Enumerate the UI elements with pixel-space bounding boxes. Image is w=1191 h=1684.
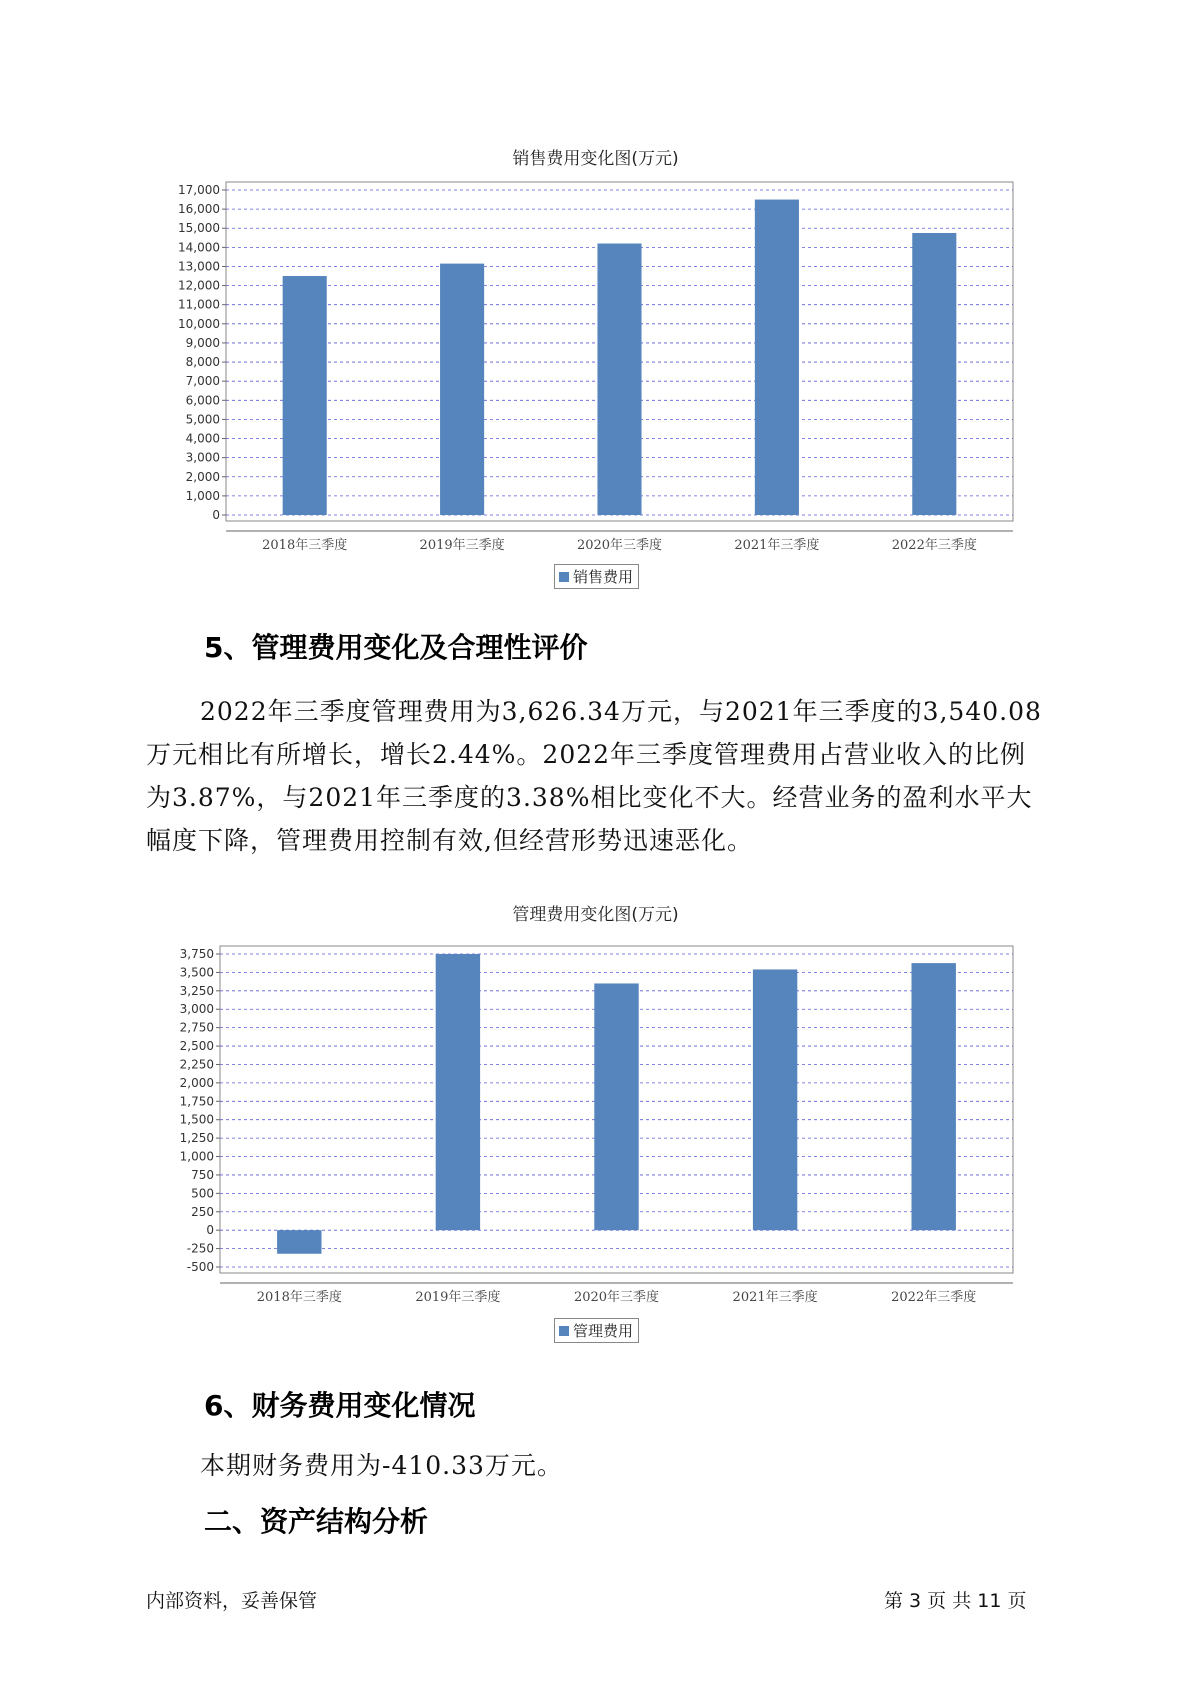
y-tick-label: 2,500	[179, 1039, 214, 1054]
y-tick-label: 15,000	[178, 221, 220, 236]
y-tick-label: 250	[191, 1204, 214, 1219]
sales-chart-title: 销售费用变化图(万元)	[512, 149, 679, 169]
x-tick-label: 2020年三季度	[573, 1290, 660, 1305]
y-tick-label: 13,000	[178, 259, 220, 274]
bar	[755, 200, 799, 515]
x-tick-label: 2021年三季度	[732, 1290, 818, 1305]
footer-page-number: 第 3 页 共 11 页	[884, 1590, 1027, 1612]
y-tick-label: 500	[191, 1186, 214, 1201]
y-tick-label: 10,000	[178, 316, 220, 331]
admin-legend-label: 管理费用	[573, 1322, 634, 1340]
y-tick-label: 0	[206, 1223, 214, 1238]
section5-heading: 5、管理费用变化及合理性评价	[204, 631, 588, 664]
sales-legend-label: 销售费用	[573, 568, 634, 586]
section5-paragraph-text: 2022年三季度管理费用为3,626.34万元，与2021年三季度的3,540.08万元相比有所增长，增长2.44%。2022年三季度管理费用占营业收入的比例为3.87%，与2021年三季度的3.38%相比变化不大。经营业务的盈利水平大幅度下降，管理费用控制有效,但经营形势迅速恶化。	[146, 697, 1042, 855]
y-tick-label: 1,750	[179, 1094, 214, 1109]
x-tick-label: 2022年三季度	[891, 1290, 977, 1305]
x-tick-label: 2019年三季度	[415, 1290, 501, 1305]
bar	[283, 276, 327, 515]
y-tick-label: 17,000	[178, 183, 220, 197]
x-tick-label: 2019年三季度	[419, 538, 505, 553]
y-tick-label: 14,000	[178, 240, 220, 255]
y-tick-label: 2,750	[179, 1020, 214, 1035]
admin-chart-title: 管理费用变化图(万元)	[512, 905, 679, 925]
bar	[753, 969, 797, 1230]
bar	[436, 954, 480, 1230]
x-tick-label: 2020年三季度	[576, 538, 663, 553]
bar	[440, 264, 484, 515]
y-tick-label: 1,250	[179, 1131, 214, 1146]
y-tick-label: 2,000	[179, 1075, 214, 1090]
x-tick-label: 2022年三季度	[891, 538, 977, 553]
section6-paragraph-text: 本期财务费用为-410.33万元。	[200, 1451, 563, 1480]
admin-expense-chart	[0, 925, 1191, 1335]
bar	[277, 1230, 321, 1254]
y-tick-label: 12,000	[178, 278, 220, 293]
y-tick-label: 16,000	[178, 202, 220, 217]
y-tick-label: 7,000	[185, 374, 220, 389]
bar	[594, 983, 638, 1230]
y-tick-label: 3,250	[179, 983, 214, 998]
section6-paragraph	[146, 1444, 1046, 1487]
y-tick-label: 2,000	[185, 469, 220, 484]
section6-heading: 6、财务费用变化情况	[204, 1389, 476, 1422]
bar	[911, 963, 955, 1230]
y-tick-label: 6,000	[185, 393, 220, 408]
y-tick-label: 5,000	[185, 412, 220, 427]
x-tick-label: 2021年三季度	[734, 538, 820, 553]
y-tick-label: 1,000	[185, 488, 220, 503]
sales-expense-chart	[0, 170, 1191, 580]
sales-chart-legend	[554, 564, 639, 589]
y-tick-label: 3,000	[185, 450, 220, 465]
y-tick-label: 3,000	[179, 1002, 214, 1017]
section-two-heading: 二、资产结构分析	[204, 1505, 429, 1538]
y-tick-label: 3,750	[179, 947, 214, 961]
bar	[912, 233, 956, 515]
x-tick-label: 2018年三季度	[256, 1290, 342, 1305]
y-tick-label: 9,000	[185, 335, 220, 350]
y-tick-label: 2,250	[179, 1057, 214, 1072]
admin-chart-legend	[554, 1318, 639, 1343]
y-tick-label: 750	[191, 1167, 214, 1182]
y-tick-label: 3,500	[179, 965, 214, 980]
footer-left: 内部资料，妥善保管	[146, 1590, 318, 1612]
section5-paragraph	[146, 690, 1046, 862]
y-tick-label: -250	[186, 1241, 214, 1256]
y-tick-label: 1,500	[179, 1112, 214, 1127]
y-tick-label: 0	[212, 508, 220, 522]
y-tick-label: 1,000	[179, 1149, 214, 1164]
y-tick-label: 11,000	[178, 297, 220, 312]
y-tick-label: 8,000	[185, 355, 220, 370]
legend-swatch-icon	[559, 572, 569, 582]
y-tick-label: -500	[186, 1260, 214, 1274]
legend-swatch-icon	[559, 1326, 569, 1336]
bar	[597, 244, 641, 515]
y-tick-label: 4,000	[185, 431, 220, 446]
x-tick-label: 2018年三季度	[262, 538, 348, 553]
